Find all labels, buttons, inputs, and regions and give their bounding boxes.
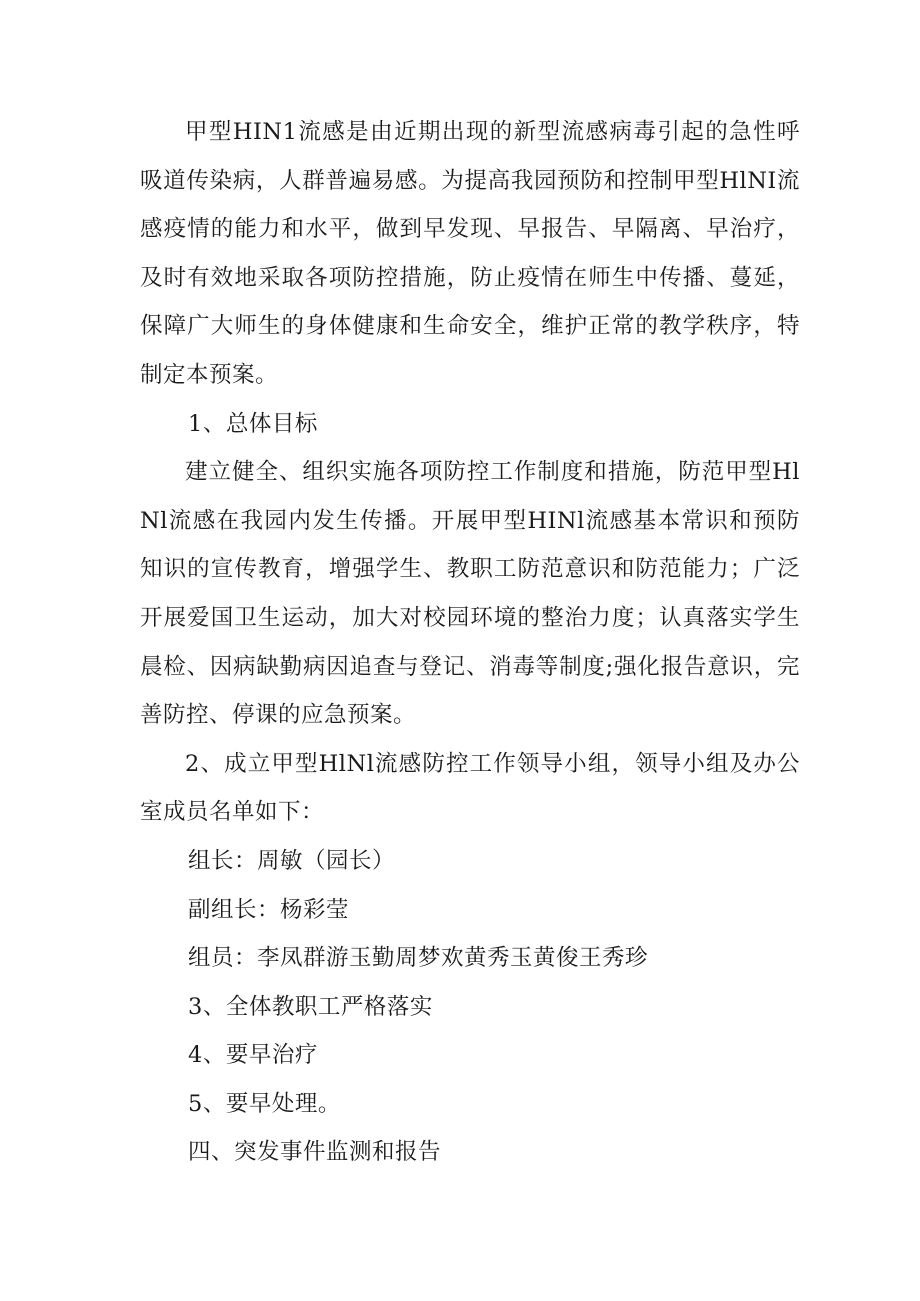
item-early-treatment: 4、要早治疗: [188, 1042, 318, 1069]
group-members: 组员：李凤群游玉勤周梦欢黄秀玉黄俊王秀珍: [188, 945, 649, 972]
item-staff-implement: 3、全体教职工严格落实: [188, 993, 433, 1020]
heading-monitoring-report: 四、突发事件监测和报告: [188, 1139, 442, 1166]
deputy-group-leader: 副组长：杨彩莹: [188, 896, 350, 923]
heading-overall-goal: 1、总体目标: [188, 410, 318, 437]
leadership-group-paragraph: 2、成立甲型HlNl流感防控工作领导小组，领导小组及办公室成员名单如下：: [140, 750, 800, 826]
goal-paragraph: 建立健全、组织实施各项防控工作制度和措施，防范甲型HlNl流感在我园内发生传播。开展甲型HINl流感基本常识和预防知识的宣传教育，增强学生、教职工防范意识和防范能力；广泛开展爱国卫生运动，加大对校园环境的整治力度；认真落实学生晨检、因病缺勤病因追查与登记、消毒等制度;强化报告意识，完善防控、停课的应急预案。: [140, 459, 800, 729]
intro-paragraph: 甲型HIN1流感是由近期出现的新型流感病毒引起的急性呼吸道传染病，人群普遍易感。为提高我园预防和控制甲型HlNI流感疫情的能力和水平，做到早发现、早报告、早隔离、早治疗，及时有效地采取各项防控措施，防止疫情在师生中传播、蔓延，保障广大师生的身体健康和生命安全，维护正常的教学秩序，特制定本预案。: [140, 119, 800, 388]
group-leader: 组长：周敏（园长）: [188, 847, 396, 874]
document-body: [140, 108, 800, 1177]
item-early-handling: 5、要早处理。: [188, 1090, 341, 1117]
